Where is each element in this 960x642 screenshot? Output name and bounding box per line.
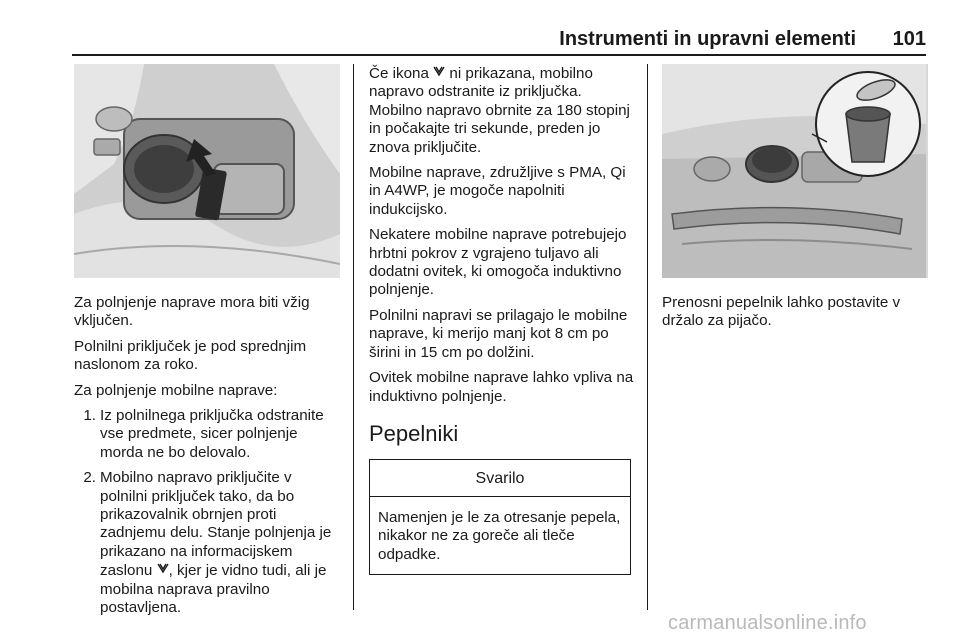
paragraph: Mobilne naprave, združljive s PMA, Qi in A4WP, je mogoče napolniti indukcijsko.: [369, 164, 626, 218]
page-header: [72, 28, 926, 56]
header-title: Instrumenti in upravni elementi: [559, 28, 856, 50]
column-3: [662, 64, 926, 338]
paragraph: Prenosni pepelnik lahko postavite v držalo za pijačo.: [662, 294, 901, 330]
paragraph: [369, 64, 637, 157]
list-number: 2.: [83, 469, 96, 487]
column-divider-2: [647, 64, 648, 610]
ashtray-illustration: [662, 64, 926, 278]
page-number: 101: [892, 28, 926, 50]
warning-box: [369, 459, 631, 575]
list-item: [74, 469, 340, 617]
paragraph: Za polnjenje mobilne naprave:: [74, 381, 278, 399]
column-divider-1: [353, 64, 354, 610]
header-rule: [72, 54, 926, 56]
text-run: Če ikona: [369, 65, 434, 82]
list-text: Mobilno napravo priključite v polnilni priključek tako, da bo prikazovalnik obrnjen proti zadnjemu delu. Stanje polnjenja je prikazano na informacijskem zaslonu: [100, 469, 332, 580]
wireless-charging-icon: [157, 561, 169, 579]
column-1: [74, 64, 340, 625]
paragraph: Za polnjenje naprave mora biti vžig vključen.: [74, 294, 310, 330]
charging-steps-list: [74, 407, 340, 617]
text-run: ni prikazana, mobilno napravo odstranite iz priključka. Mobilno napravo obrnite za 180 stopinj in počakajte tri sekunde, preden jo znova priključite.: [369, 65, 630, 156]
list-text: , kjer je vidno tudi, ali je mobilna naprava pravilno postavljena.: [100, 562, 327, 617]
section-heading: Pepelniki: [369, 420, 459, 446]
list-number: 1.: [83, 407, 96, 425]
wireless-charging-icon: [433, 64, 445, 82]
paragraph: Nekatere mobilne naprave potrebujejo hrbtni pokrov z vgrajeno tuljavo ali dodatni ovitek, ki omogoča induktivno polnjenje.: [369, 226, 627, 299]
figure-wireless-charger: [74, 64, 340, 278]
column-2: [369, 64, 637, 575]
list-text: Iz polnilnega priključka odstranite vse predmete, sicer polnjenje morda ne bo delovalo.: [100, 407, 324, 461]
paragraph: Polnilni napravi se prilagajo le mobilne naprave, ki merijo manj kot 8 cm po širini in 15 cm po dolžini.: [369, 306, 628, 361]
wireless-charger-illustration: [74, 64, 340, 278]
figure-ashtray: [662, 64, 928, 278]
paragraph: Polnilni priključek je pod sprednjim naslonom za roko.: [74, 337, 307, 374]
list-item: [74, 407, 340, 462]
warning-body: Namenjen je le za otresanje pepela, nikakor ne za goreče ali tleče odpadke.: [378, 508, 621, 563]
watermark: carmanualsonline.info: [668, 612, 867, 634]
paragraph: Ovitek mobilne naprave lahko vpliva na induktivno polnjenje.: [369, 369, 634, 405]
warning-title: Svarilo: [370, 460, 630, 497]
